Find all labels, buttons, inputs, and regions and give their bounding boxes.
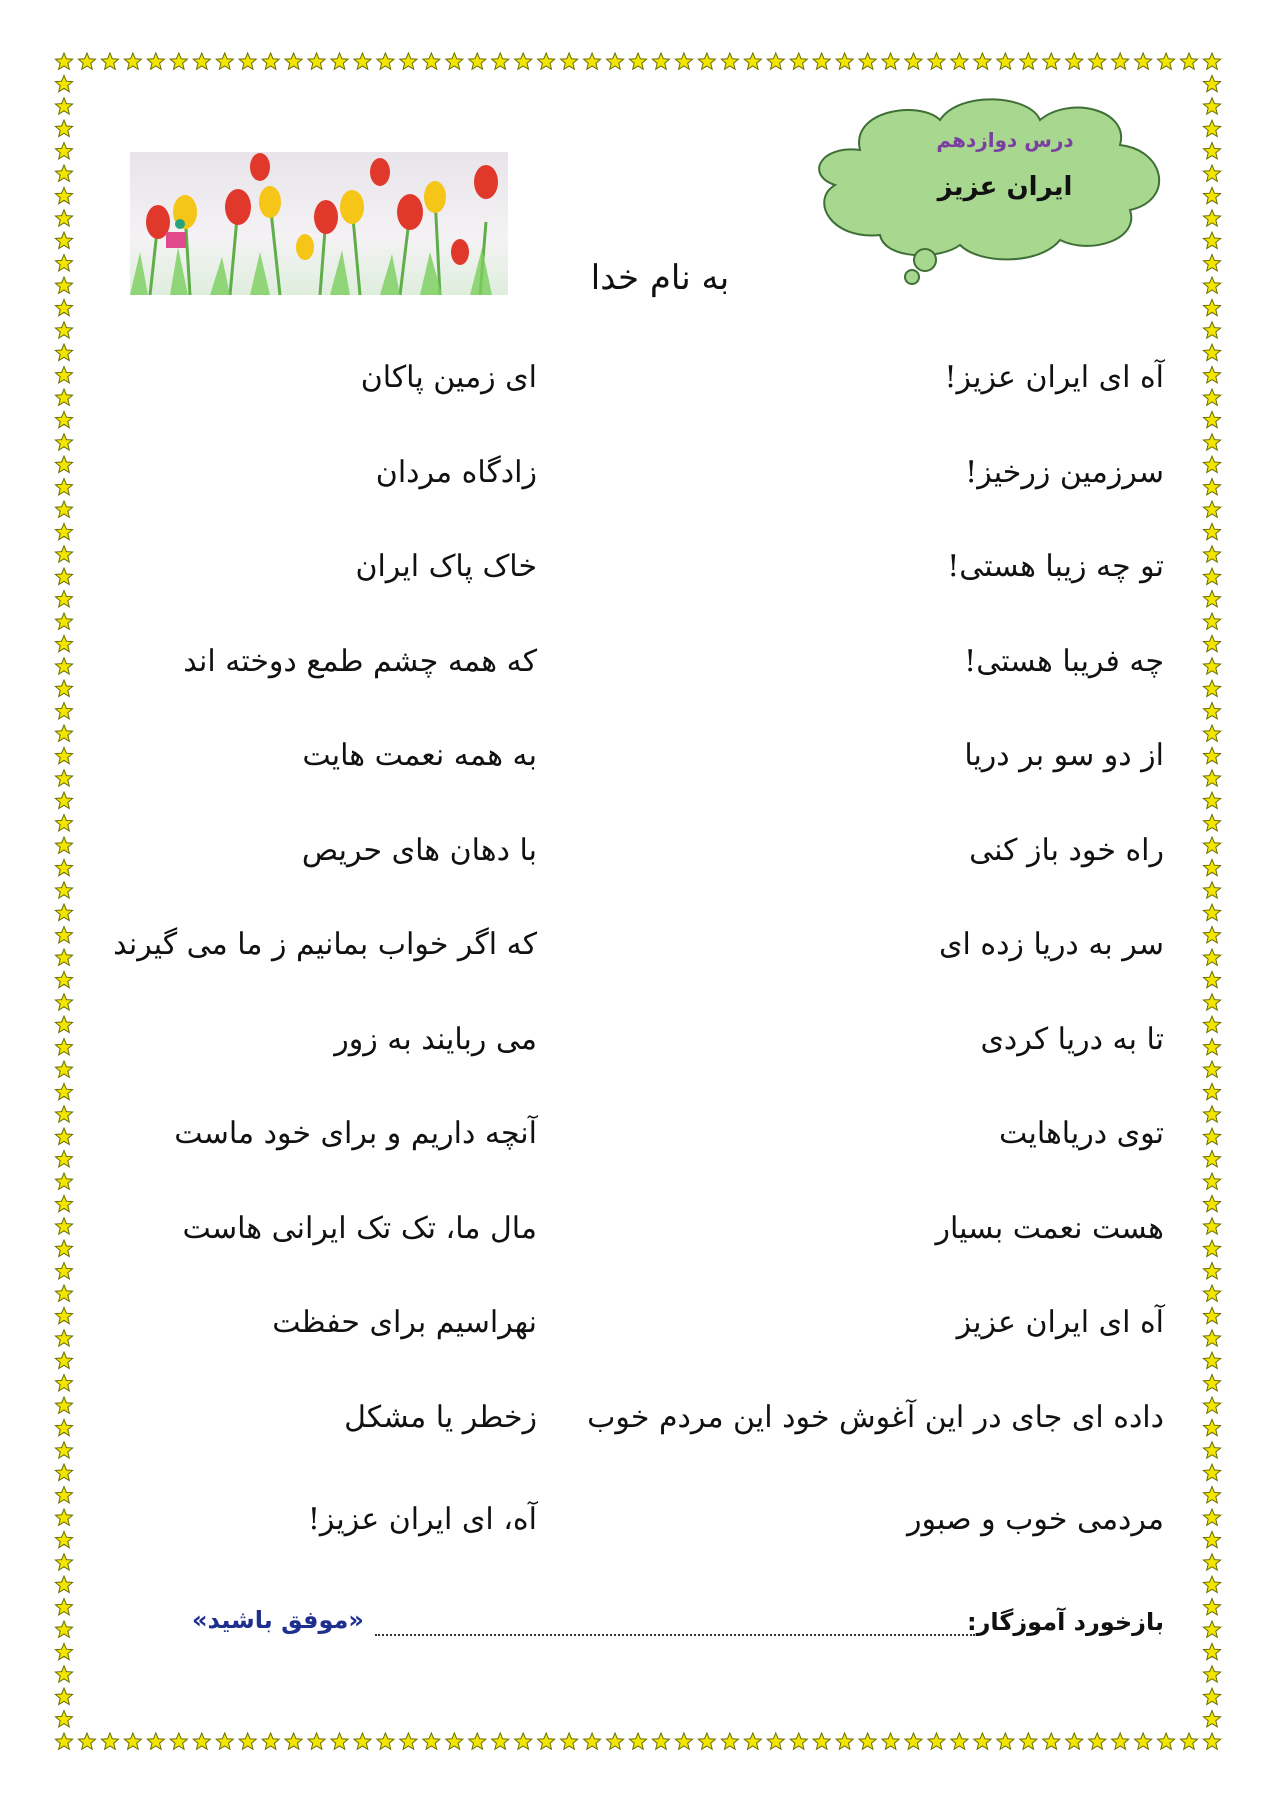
star-icon <box>1203 120 1220 136</box>
star-icon <box>55 1375 72 1391</box>
star-icon <box>1203 479 1220 495</box>
star-icon <box>55 1061 72 1077</box>
star-icon <box>55 994 72 1010</box>
star-icon <box>55 165 72 181</box>
star-icon <box>1203 747 1220 763</box>
star-icon <box>55 98 72 114</box>
poem-line-right: چه فریبا هستی! <box>964 644 1164 679</box>
star-icon <box>216 53 233 69</box>
star-icon <box>78 53 95 69</box>
star-icon <box>1066 1733 1083 1749</box>
tulip-image <box>130 152 508 295</box>
star-icon <box>1203 971 1220 987</box>
poem-line-left: نهراسیم برای حفظت <box>272 1305 537 1340</box>
star-icon <box>285 53 302 69</box>
star-icon <box>1181 1733 1198 1749</box>
poem-line-left: مال ما، تک تک ایرانی هاست <box>182 1211 537 1246</box>
star-icon <box>1203 1330 1220 1346</box>
star-icon <box>721 1733 738 1749</box>
star-icon <box>1203 277 1220 293</box>
star-icon <box>721 53 738 69</box>
star-icon <box>1203 389 1220 405</box>
star-icon <box>331 1733 348 1749</box>
feedback-line <box>375 1614 975 1636</box>
star-icon <box>193 1733 210 1749</box>
star-icon <box>675 1733 692 1749</box>
star-icon <box>974 1733 991 1749</box>
star-icon <box>1203 658 1220 674</box>
star-icon <box>1203 456 1220 472</box>
star-icon <box>652 53 669 69</box>
star-icon <box>1203 1263 1220 1279</box>
star-icon <box>1203 882 1220 898</box>
star-icon <box>55 53 72 69</box>
star-icon <box>469 1733 486 1749</box>
star-icon <box>1203 904 1220 920</box>
star-icon <box>1203 322 1220 338</box>
star-icon <box>1203 1039 1220 1055</box>
star-icon <box>55 1307 72 1323</box>
star-icon <box>561 1733 578 1749</box>
star-icon <box>55 143 72 159</box>
star-icon <box>1203 1621 1220 1637</box>
success-text: «موفق باشید» <box>192 1606 364 1634</box>
star-icon <box>55 927 72 943</box>
star-icon <box>377 1733 394 1749</box>
star-icon <box>55 1576 72 1592</box>
star-icon <box>55 1643 72 1659</box>
star-icon <box>1203 1106 1220 1122</box>
star-icon <box>377 53 394 69</box>
star-icon <box>55 367 72 383</box>
poem-line-right: توی دریاهایت <box>999 1116 1164 1151</box>
star-icon <box>55 1419 72 1435</box>
star-icon <box>1112 1733 1129 1749</box>
star-icon <box>698 53 715 69</box>
star-icon <box>1203 1733 1220 1749</box>
star-icon <box>124 1733 141 1749</box>
star-icon <box>262 1733 279 1749</box>
star-icon <box>1203 1240 1220 1256</box>
star-icon <box>1203 927 1220 943</box>
star-icon <box>55 120 72 136</box>
star-icon <box>55 232 72 248</box>
star-icon <box>55 344 72 360</box>
star-icon <box>1203 1173 1220 1189</box>
poem-line-right: مردمی خوب و صبور <box>907 1502 1164 1537</box>
star-icon <box>354 53 371 69</box>
star-icon <box>1181 53 1198 69</box>
star-icon <box>1203 1419 1220 1435</box>
star-icon <box>400 53 417 69</box>
star-icon <box>1203 98 1220 114</box>
star-icon <box>55 1016 72 1032</box>
star-icon <box>584 53 601 69</box>
poem-line-left: آه، ای ایران عزیز! <box>307 1502 537 1537</box>
star-icon <box>1203 1352 1220 1368</box>
star-icon <box>170 53 187 69</box>
star-icon <box>1203 1487 1220 1503</box>
star-icon <box>55 1711 72 1727</box>
page-heading: به نام خدا <box>590 258 730 298</box>
star-icon <box>1020 53 1037 69</box>
star-icon <box>1203 255 1220 271</box>
star-icon <box>55 501 72 517</box>
star-icon <box>331 53 348 69</box>
star-icon <box>1203 1643 1220 1659</box>
star-icon <box>1203 1531 1220 1547</box>
star-icon <box>859 1733 876 1749</box>
star-icon <box>905 1733 922 1749</box>
star-icon <box>1203 837 1220 853</box>
star-icon <box>1066 53 1083 69</box>
star-icon <box>515 53 532 69</box>
star-icon <box>652 1733 669 1749</box>
star-icon <box>1203 1307 1220 1323</box>
star-icon <box>607 1733 624 1749</box>
star-icon <box>928 53 945 69</box>
star-icon <box>55 971 72 987</box>
star-icon <box>1203 411 1220 427</box>
lesson-cloud <box>790 90 1180 290</box>
poem-line-left: به همه نعمت هایت <box>302 738 537 773</box>
star-icon <box>55 1106 72 1122</box>
star-icon <box>308 1733 325 1749</box>
star-icon <box>55 255 72 271</box>
star-icon <box>1203 725 1220 741</box>
star-icon <box>423 53 440 69</box>
star-icon <box>55 389 72 405</box>
star-icon <box>55 1173 72 1189</box>
star-icon <box>147 1733 164 1749</box>
poem-line-right: تو چه زیبا هستی! <box>947 549 1164 584</box>
poem-line-left: با دهان های حریص <box>301 833 537 868</box>
star-icon <box>147 53 164 69</box>
star-icon <box>1203 949 1220 965</box>
star-icon <box>1203 1576 1220 1592</box>
star-icon <box>1203 1151 1220 1167</box>
star-icon <box>813 1733 830 1749</box>
star-icon <box>1203 1464 1220 1480</box>
star-icon <box>629 1733 646 1749</box>
star-icon <box>170 1733 187 1749</box>
star-icon <box>1203 613 1220 629</box>
star-icon <box>55 479 72 495</box>
star-icon <box>928 1733 945 1749</box>
star-icon <box>1203 1666 1220 1682</box>
poem-line-left: ای زمین پاکان <box>360 360 537 395</box>
star-icon <box>55 591 72 607</box>
star-icon <box>538 1733 555 1749</box>
star-icon <box>882 1733 899 1749</box>
star-icon <box>882 53 899 69</box>
star-icon <box>1043 53 1060 69</box>
star-icon <box>1158 1733 1175 1749</box>
star-icon <box>492 53 509 69</box>
star-icon <box>905 53 922 69</box>
star-icon <box>446 1733 463 1749</box>
star-icon <box>1203 546 1220 562</box>
star-icon <box>55 1666 72 1682</box>
star-icon <box>55 680 72 696</box>
star-icon <box>790 53 807 69</box>
poem-line-left: زخطر یا مشکل <box>344 1400 537 1435</box>
star-icon <box>55 747 72 763</box>
poem-line-left: زادگاه مردان <box>375 455 537 490</box>
star-icon <box>55 187 72 203</box>
star-icon <box>55 75 72 91</box>
poem-line-left: آنچه داریم و برای خود ماست <box>174 1116 537 1151</box>
star-icon <box>55 1531 72 1547</box>
star-icon <box>836 53 853 69</box>
star-icon <box>1203 1375 1220 1391</box>
star-icon <box>55 882 72 898</box>
star-icon <box>1203 815 1220 831</box>
star-icon <box>239 1733 256 1749</box>
star-icon <box>951 53 968 69</box>
star-icon <box>1203 1711 1220 1727</box>
star-icon <box>1203 1688 1220 1704</box>
star-icon <box>1135 1733 1152 1749</box>
star-icon <box>55 1487 72 1503</box>
star-icon <box>675 53 692 69</box>
star-icon <box>767 53 784 69</box>
star-icon <box>55 1151 72 1167</box>
star-icon <box>55 815 72 831</box>
star-icon <box>561 53 578 69</box>
star-icon <box>55 568 72 584</box>
star-icon <box>55 770 72 786</box>
star-icon <box>1203 1599 1220 1615</box>
star-icon <box>55 546 72 562</box>
star-icon <box>974 53 991 69</box>
star-icon <box>629 53 646 69</box>
star-icon <box>124 53 141 69</box>
star-icon <box>55 1397 72 1413</box>
poem-line-right: راه خود باز کنی <box>969 833 1164 868</box>
star-icon <box>1203 1554 1220 1570</box>
star-icon <box>239 53 256 69</box>
star-icon <box>859 53 876 69</box>
poem-line-right: هست نعمت بسیار <box>935 1211 1164 1246</box>
star-icon <box>55 1554 72 1570</box>
star-icon <box>515 1733 532 1749</box>
lesson-title: ایران عزیز <box>937 172 1073 202</box>
star-icon <box>216 1733 233 1749</box>
star-icon <box>997 53 1014 69</box>
star-icon <box>55 1352 72 1368</box>
star-icon <box>607 53 624 69</box>
star-icon <box>55 1285 72 1301</box>
star-icon <box>1203 299 1220 315</box>
poem-line-left: می ربایند به زور <box>334 1022 537 1057</box>
star-icon <box>951 1733 968 1749</box>
star-icon <box>584 1733 601 1749</box>
poem-line-right: آه ای ایران عزیز! <box>944 360 1164 395</box>
star-icon <box>55 1733 72 1749</box>
star-icon <box>1089 53 1106 69</box>
star-icon <box>55 1621 72 1637</box>
star-icon <box>1043 1733 1060 1749</box>
star-icon <box>55 613 72 629</box>
star-icon <box>55 299 72 315</box>
poem-line-right: داده ای جای در این آغوش خود این مردم خوب <box>587 1400 1164 1435</box>
star-icon <box>1203 232 1220 248</box>
star-icon <box>55 859 72 875</box>
star-icon <box>55 1509 72 1525</box>
star-icon <box>1203 75 1220 91</box>
star-icon <box>1203 53 1220 69</box>
star-icon <box>744 1733 761 1749</box>
poem-line-left: که همه چشم طمع دوخته اند <box>183 644 537 679</box>
star-icon <box>1203 434 1220 450</box>
poem-line-left: که اگر خواب بمانیم ز ما می گیرند <box>113 927 537 962</box>
star-icon <box>262 53 279 69</box>
star-icon <box>1203 165 1220 181</box>
star-icon <box>55 1599 72 1615</box>
star-icon <box>55 635 72 651</box>
star-icon <box>55 1330 72 1346</box>
star-icon <box>55 1195 72 1211</box>
star-icon <box>101 53 118 69</box>
star-icon <box>55 1240 72 1256</box>
star-icon <box>813 53 830 69</box>
star-icon <box>55 434 72 450</box>
star-icon <box>55 1128 72 1144</box>
star-icon <box>1203 1061 1220 1077</box>
star-icon <box>1158 53 1175 69</box>
star-icon <box>193 53 210 69</box>
star-icon <box>1203 210 1220 226</box>
star-icon <box>55 1039 72 1055</box>
star-icon <box>55 1083 72 1099</box>
feedback-label: بازخورد آموزگار: <box>966 1608 1164 1636</box>
star-icon <box>285 1733 302 1749</box>
star-icon <box>1203 523 1220 539</box>
star-icon <box>1203 1285 1220 1301</box>
poem-line-left: خاک پاک ایران <box>355 549 537 584</box>
star-icon <box>744 53 761 69</box>
star-icon <box>55 949 72 965</box>
star-icon <box>55 658 72 674</box>
star-icon <box>78 1733 95 1749</box>
star-icon <box>55 1218 72 1234</box>
star-icon <box>55 703 72 719</box>
star-icon <box>55 210 72 226</box>
star-icon <box>55 411 72 427</box>
star-icon <box>1203 1128 1220 1144</box>
star-icon <box>698 1733 715 1749</box>
star-icon <box>55 523 72 539</box>
star-icon <box>790 1733 807 1749</box>
star-icon <box>423 1733 440 1749</box>
star-icon <box>1203 568 1220 584</box>
star-icon <box>538 53 555 69</box>
star-icon <box>469 53 486 69</box>
star-icon <box>1203 1218 1220 1234</box>
star-icon <box>1203 703 1220 719</box>
poem-line-right: از دو سو بر دریا <box>964 738 1164 773</box>
star-icon <box>492 1733 509 1749</box>
star-icon <box>1089 1733 1106 1749</box>
star-icon <box>997 1733 1014 1749</box>
star-icon <box>55 1442 72 1458</box>
star-icon <box>1203 1509 1220 1525</box>
star-icon <box>767 1733 784 1749</box>
star-icon <box>55 792 72 808</box>
star-icon <box>55 837 72 853</box>
star-icon <box>55 904 72 920</box>
poem-line-right: آه ای ایران عزیز <box>956 1305 1164 1340</box>
poem-line-right: سرزمین زرخیز! <box>965 455 1164 490</box>
star-icon <box>55 725 72 741</box>
star-icon <box>1203 994 1220 1010</box>
star-icon <box>55 322 72 338</box>
star-icon <box>1203 680 1220 696</box>
star-icon <box>1203 770 1220 786</box>
star-icon <box>1020 1733 1037 1749</box>
star-icon <box>1203 1016 1220 1032</box>
star-icon <box>1203 143 1220 159</box>
star-icon <box>55 1464 72 1480</box>
star-icon <box>1203 367 1220 383</box>
star-icon <box>1203 591 1220 607</box>
star-icon <box>1203 1083 1220 1099</box>
star-icon <box>400 1733 417 1749</box>
star-icon <box>1203 1397 1220 1413</box>
star-icon <box>55 456 72 472</box>
star-icon <box>354 1733 371 1749</box>
star-icon <box>836 1733 853 1749</box>
star-icon <box>1203 635 1220 651</box>
star-icon <box>1135 53 1152 69</box>
star-icon <box>55 277 72 293</box>
star-icon <box>101 1733 118 1749</box>
star-icon <box>446 53 463 69</box>
poem-line-right: تا به دریا کردی <box>980 1022 1164 1057</box>
star-icon <box>55 1263 72 1279</box>
star-icon <box>308 53 325 69</box>
star-icon <box>1203 501 1220 517</box>
star-icon <box>1203 792 1220 808</box>
star-icon <box>55 1688 72 1704</box>
lesson-number: درس دوازدهم <box>936 128 1074 152</box>
star-icon <box>1203 187 1220 203</box>
star-icon <box>1203 344 1220 360</box>
star-icon <box>1112 53 1129 69</box>
star-icon <box>1203 1195 1220 1211</box>
poem-line-right: سر به دریا زده ای <box>939 927 1164 962</box>
star-icon <box>1203 859 1220 875</box>
star-icon <box>1203 1442 1220 1458</box>
